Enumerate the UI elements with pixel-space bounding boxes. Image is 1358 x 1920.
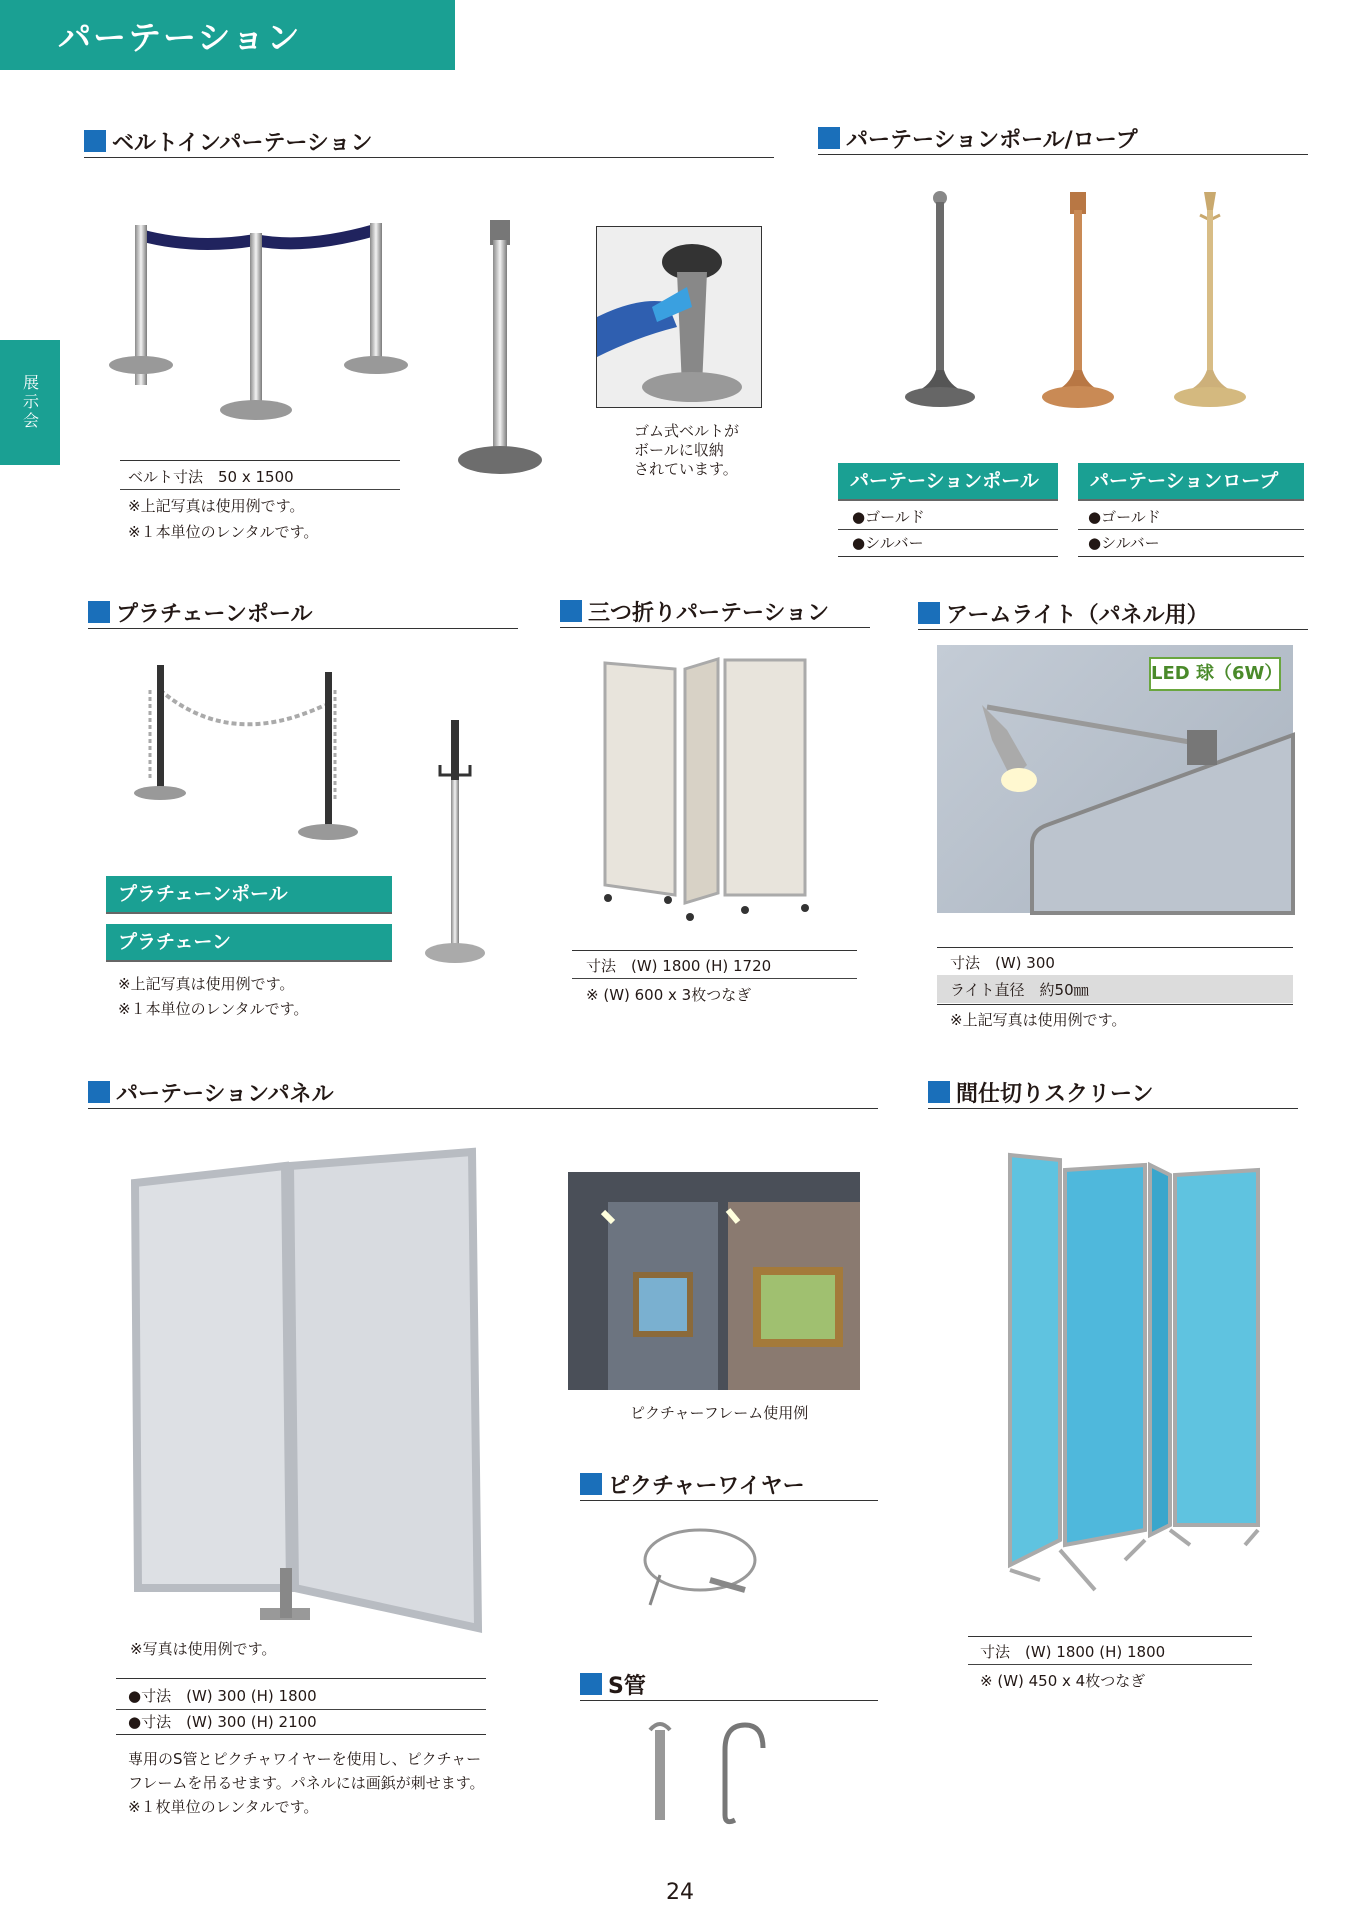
- panel-photo: [130, 1148, 480, 1638]
- pole-silver-photo: [900, 190, 980, 415]
- page-title: パーテーション: [58, 18, 302, 57]
- section-square-icon: [88, 1081, 110, 1103]
- belt-spec: ベルト寸法 50 x 1500: [128, 468, 294, 486]
- section-heading: 三つ折りパーテーション: [588, 601, 830, 626]
- trifold-photo: [600, 655, 815, 925]
- divider: [120, 489, 400, 490]
- belt-note-2: ※１本単位のレンタルです。: [128, 523, 319, 541]
- divider: [120, 460, 400, 461]
- armlight-spec-2: ライト直径 約50㎜: [950, 981, 1089, 999]
- divider: [116, 1734, 486, 1735]
- picture-frame-photo: [568, 1172, 860, 1390]
- section-plachain: [88, 596, 518, 629]
- panel-photo-note: ※写真は使用例です。: [130, 1640, 277, 1658]
- led-badge: LED 球（6W）: [1149, 657, 1281, 691]
- rope-color-1: ●ゴールド: [1088, 508, 1161, 526]
- section-square-icon: [560, 600, 582, 622]
- section-square-icon: [918, 602, 940, 624]
- divider: [1078, 556, 1304, 557]
- belt-stanchions-photo: [105, 205, 425, 425]
- armlight-note: ※上記写真は使用例です。: [950, 1011, 1127, 1029]
- armlight-spec-1: 寸法 (W) 300: [950, 954, 1055, 972]
- divider: [968, 1664, 1252, 1665]
- divider: [937, 1004, 1293, 1005]
- divider: [116, 1678, 486, 1679]
- plachain-pole-single-photo: [420, 720, 490, 970]
- pole-label-bar: パーテーションポール: [838, 463, 1058, 501]
- plachain-pole-label: プラチェーンポール: [106, 876, 392, 914]
- section-heading: アームライト（パネル用）: [946, 603, 1209, 628]
- divider: [116, 1709, 486, 1710]
- section-heading: パーテーションポール/ロープ: [846, 128, 1138, 153]
- picture-frame-caption: ピクチャーフレーム使用例: [630, 1404, 809, 1422]
- rope-color-2: ●シルバー: [1088, 534, 1160, 552]
- divider: [838, 529, 1058, 530]
- belt-caption: ゴム式ベルトが ボールに収納 されています。: [634, 422, 740, 478]
- divider: [572, 978, 857, 979]
- section-screen: [928, 1076, 1298, 1109]
- section-square-icon: [84, 130, 106, 152]
- belt-pole-single-photo: [455, 215, 545, 480]
- belt-detail-photo: [596, 226, 762, 408]
- section-square-icon: [928, 1081, 950, 1103]
- panel-desc-3: ※１枚単位のレンタルです。: [128, 1798, 319, 1816]
- divider: [937, 947, 1293, 948]
- section-pole-rope: [818, 122, 1308, 155]
- divider: [572, 950, 857, 951]
- page-number: 24: [666, 1880, 694, 1905]
- section-square-icon: [580, 1473, 602, 1495]
- trifold-note: ※ (W) 600 x 3枚つなぎ: [586, 986, 752, 1004]
- section-square-icon: [580, 1673, 602, 1695]
- screen-photo: [1000, 1150, 1270, 1600]
- section-panel: [88, 1076, 878, 1109]
- s-hook-photo: [645, 1720, 785, 1830]
- panel-desc-1: 専用のS管とピクチャワイヤーを使用し、ピクチャー: [128, 1750, 482, 1768]
- plachain-poles-photo: [130, 660, 360, 845]
- section-trifold: [560, 595, 870, 628]
- section-belt-in: [84, 125, 774, 158]
- screen-spec: 寸法 (W) 1800 (H) 1800: [980, 1643, 1166, 1661]
- trifold-spec: 寸法 (W) 1800 (H) 1720: [586, 957, 772, 975]
- screen-note: ※ (W) 450 x 4枚つなぎ: [980, 1672, 1146, 1690]
- rope-label-bar: パーテーションロープ: [1078, 463, 1304, 501]
- divider: [968, 1636, 1252, 1637]
- section-armlight: [918, 597, 1308, 630]
- belt-note-1: ※上記写真は使用例です。: [128, 497, 305, 515]
- section-heading: ベルトインパーテーション: [112, 131, 373, 156]
- divider: [1078, 529, 1304, 530]
- page-header: [0, 0, 455, 70]
- plachain-note-1: ※上記写真は使用例です。: [118, 975, 295, 993]
- panel-desc-2: フレームを吊るせます。パネルには画鋲が刺せます。: [128, 1774, 485, 1792]
- section-heading: パーテーションパネル: [116, 1082, 334, 1107]
- section-square-icon: [88, 601, 110, 623]
- section-heading: ピクチャーワイヤー: [608, 1474, 805, 1499]
- panel-spec-1: ●寸法 (W) 300 (H) 1800: [128, 1687, 317, 1705]
- section-s-hook: [580, 1668, 878, 1701]
- plachain-label: プラチェーン: [106, 924, 392, 962]
- section-heading: 間仕切りスクリーン: [956, 1082, 1154, 1107]
- pole-copper-photo: [1038, 190, 1118, 415]
- armlight-photo: [937, 645, 1293, 913]
- plachain-note-2: ※１本単位のレンタルです。: [118, 1000, 309, 1018]
- wire-photo: [640, 1520, 770, 1615]
- divider: [838, 556, 1058, 557]
- pole-color-1: ●ゴールド: [852, 508, 925, 526]
- pole-gold-photo: [1170, 190, 1250, 415]
- side-tab: 展示会: [0, 340, 60, 465]
- section-heading: S管: [608, 1674, 646, 1699]
- pole-color-2: ●シルバー: [852, 534, 924, 552]
- panel-spec-2: ●寸法 (W) 300 (H) 2100: [128, 1713, 317, 1731]
- section-wire: [580, 1468, 878, 1501]
- section-square-icon: [818, 127, 840, 149]
- section-heading: プラチェーンポール: [116, 602, 313, 627]
